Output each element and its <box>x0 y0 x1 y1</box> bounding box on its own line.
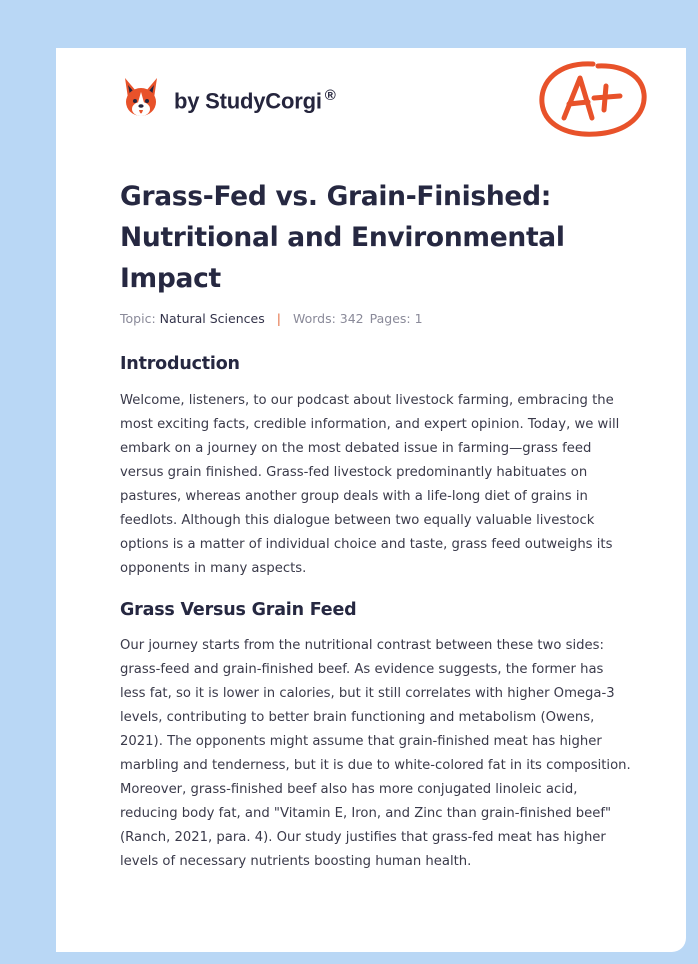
topic-label: Topic: <box>120 311 156 326</box>
document-page <box>56 48 686 952</box>
section-heading: Introduction <box>120 354 240 374</box>
page-count: Pages: 1 <box>369 311 423 326</box>
a-plus-grade-badge <box>536 58 651 140</box>
registered-mark: ® <box>324 87 336 105</box>
section-heading: Grass Versus Grain Feed <box>120 600 357 620</box>
section-grass-versus-grain <box>120 600 632 874</box>
section-body: Our journey starts from the nutritional contrast between these two sides: grass-feed and grain-finished beef. As evidence suggests, the former has less fat, so it is lower in calories, but it still correlates with higher Omega-3 levels, contributing to better brain functioning and metabolism (Owens, 2021). The opponents might assume that grain-finished meat has higher marbling and tenderness, but it is due to white-colored fat in its composition. Moreover, grass-finished beef also has more conjugated linoleic acid, reducing body fat, and "Vitamin E, Iron, and Zinc than grain-finished beef" (Ranch, 2021, para. 4). Our study justifies that grass-fed meat has higher levels of necessary nutrients boosting human health. <box>120 638 631 869</box>
meta-separator: | <box>276 311 281 326</box>
word-count: Words: 342 <box>292 311 364 326</box>
section-introduction <box>120 354 632 581</box>
corgi-icon <box>122 76 160 120</box>
studycorgi-logo[interactable] <box>122 76 336 120</box>
document-meta <box>120 311 423 326</box>
brand-name: by StudyCorgi ® <box>174 87 336 114</box>
topic-link[interactable]: Natural Sciences <box>159 311 265 326</box>
section-body: Welcome, listeners, to our podcast about livestock farming, embracing the most exciting facts, credible information, and expert opinion. Today, we will embark on a journey on the most debated issue in farming—grass feed versus grain finished. Grass-fed livestock predominantly habituates on pastures, whereas another group deals with a life-long diet of grains in feedlots. Although this dialogue between two equally valuable livestock options is a matter of individual choice and taste, grass feed outweighs its opponents in many aspects. <box>120 393 620 576</box>
document-title: Grass-Fed vs. Grain-Finished: Nutritional and Environmental Impact <box>120 181 565 294</box>
